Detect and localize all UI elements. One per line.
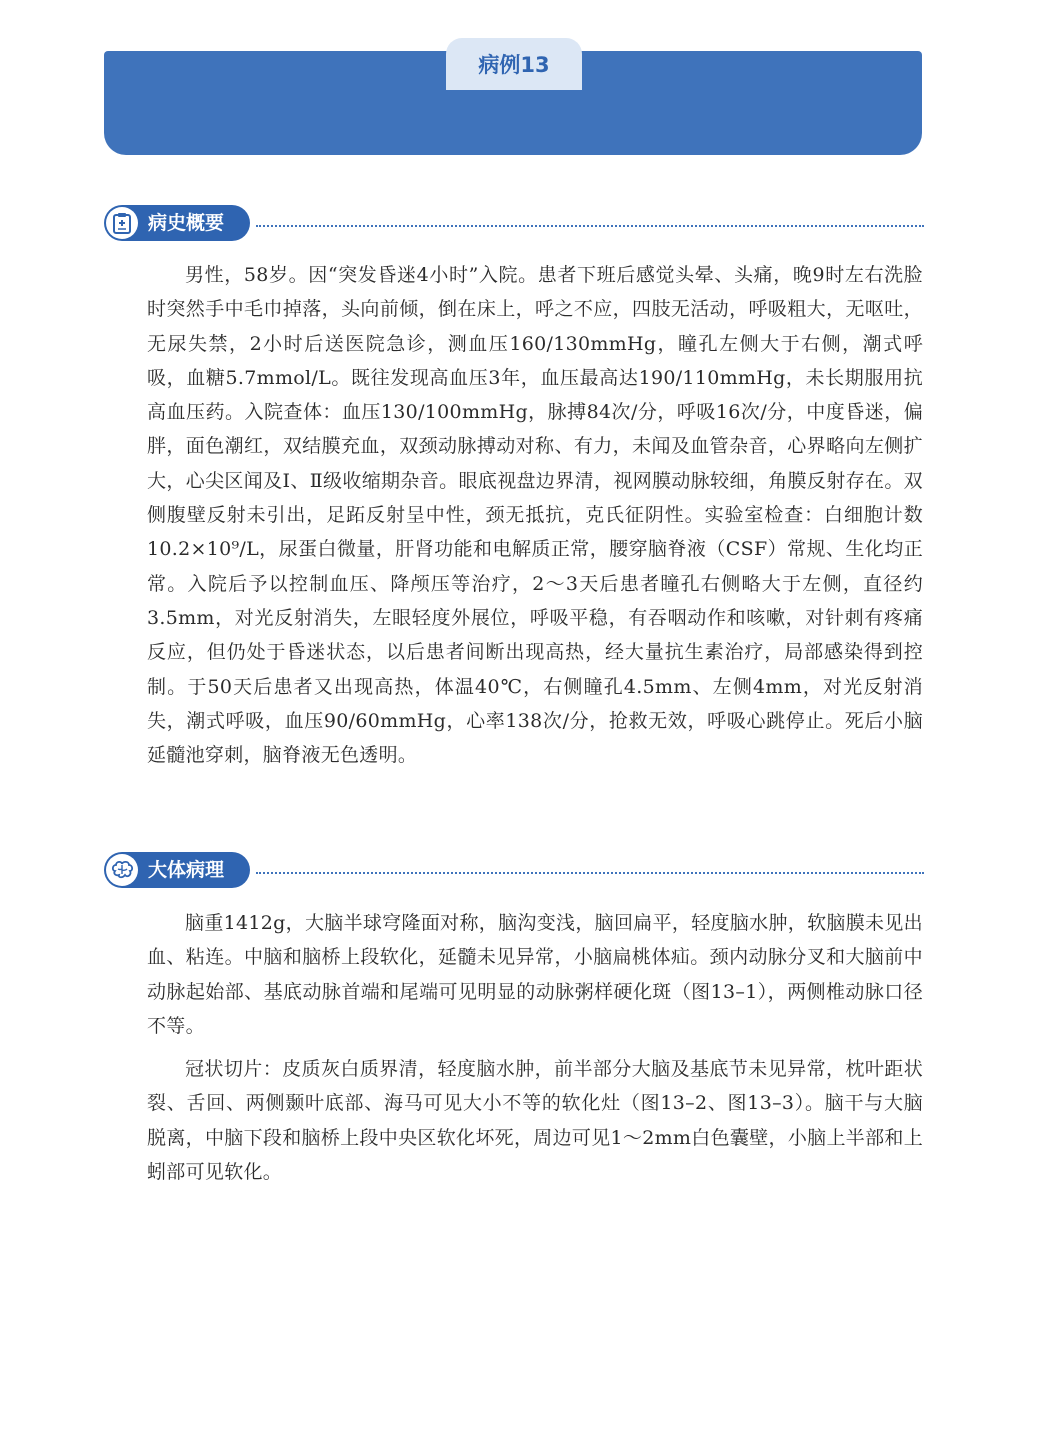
section-title: 病史概要 bbox=[148, 212, 225, 234]
gross-paragraph-1: 脑重1412g，大脑半球穹隆面对称，脑沟变浅，脑回扁平，轻度脑水肿，软脑膜未见出血、粘连。中脑和脑桥上段软化，延髓未见异常，小脑扁桃体疝。颈内动脉分叉和大脑前中动脉起始部、基底动脉首端和尾端可见明显的动脉粥样硬化斑（图13–1），两侧椎动脉口径不等。 bbox=[147, 912, 923, 1037]
section-title: 大体病理 bbox=[148, 859, 225, 881]
clipboard-icon bbox=[106, 207, 138, 239]
section-pill bbox=[104, 852, 250, 888]
case-number-tab bbox=[446, 38, 582, 90]
case-number-label: 病例13 bbox=[478, 53, 550, 77]
brain-icon bbox=[106, 854, 138, 886]
section-pill bbox=[104, 205, 250, 241]
page-title: 基底动脉尖综合征 bbox=[385, 157, 641, 193]
history-paragraph: 男性，58岁。因“突发昏迷4小时”入院。患者下班后感觉头晕、头痛，晚9时左右洗脸时突然手中毛巾掉落，头向前倾，倒在床上，呼之不应，四肢无活动，呼吸粗大，无呕吐，无尿失禁，2小时后送医院急诊，测血压160/130mmHg，瞳孔左侧大于右侧，潮式呼吸，血糖5.7mmol/L。既往发现高血压3年，血压最高达190/110mmHg，未长期服用抗高血压药。入院查体：血压130/100mmHg，脉搏84次/分，呼吸16次/分，中度昏迷，偏胖，面色潮红，双结膜充血，双颈动脉搏动对称、有力，未闻及血管杂音，心界略向左侧扩大，心尖区闻及Ⅰ、Ⅱ级收缩期杂音。眼底视盘边界清，视网膜动脉较细，角膜反射存在。双侧腹壁反射未引出，足跖反射呈中性，颈无抵抗，克氏征阴性。实验室检查：白细胞计数 10.2×10⁹/L，尿蛋白微量，肝肾功能和电解质正常，腰穿脑脊液（CSF）常规、生化均正常。入院后予以控制血压、降颅压等治疗，2～3天后患者瞳孔右侧略大于左侧，直径约3.5mm，对光反射消失，左眼轻度外展位，呼吸平稳，有吞咽动作和咳嗽，对针刺有疼痛反应，但仍处于昏迷状态，以后患者间断出现高热，经大量抗生素治疗，局部感染得到控制。于50天后患者又出现高热，体温40℃，右侧瞳孔4.5mm、左侧4mm，对光反射消失，潮式呼吸，血压90/60mmHg，心率138次/分，抢救无效，呼吸心跳停止。死后小脑延髓池穿刺，脑脊液无色透明。 bbox=[147, 264, 923, 767]
dotted-divider bbox=[256, 872, 924, 874]
dotted-divider bbox=[256, 225, 924, 227]
section-header-gross-pathology bbox=[104, 852, 924, 892]
gross-paragraph-2: 冠状切片：皮质灰白质界清，轻度脑水肿，前半部分大脑及基底节未见异常，枕叶距状裂、舌回、两侧颞叶底部、海马可见大小不等的软化灶（图13–2、图13–3）。脑干与大脑脱离，中脑下段和脑桥上段中央区软化坏死，周边可见1～2mm白色囊壁，小脑上半部和上蚓部可见软化。 bbox=[147, 1058, 923, 1183]
section-header-history bbox=[104, 205, 924, 245]
